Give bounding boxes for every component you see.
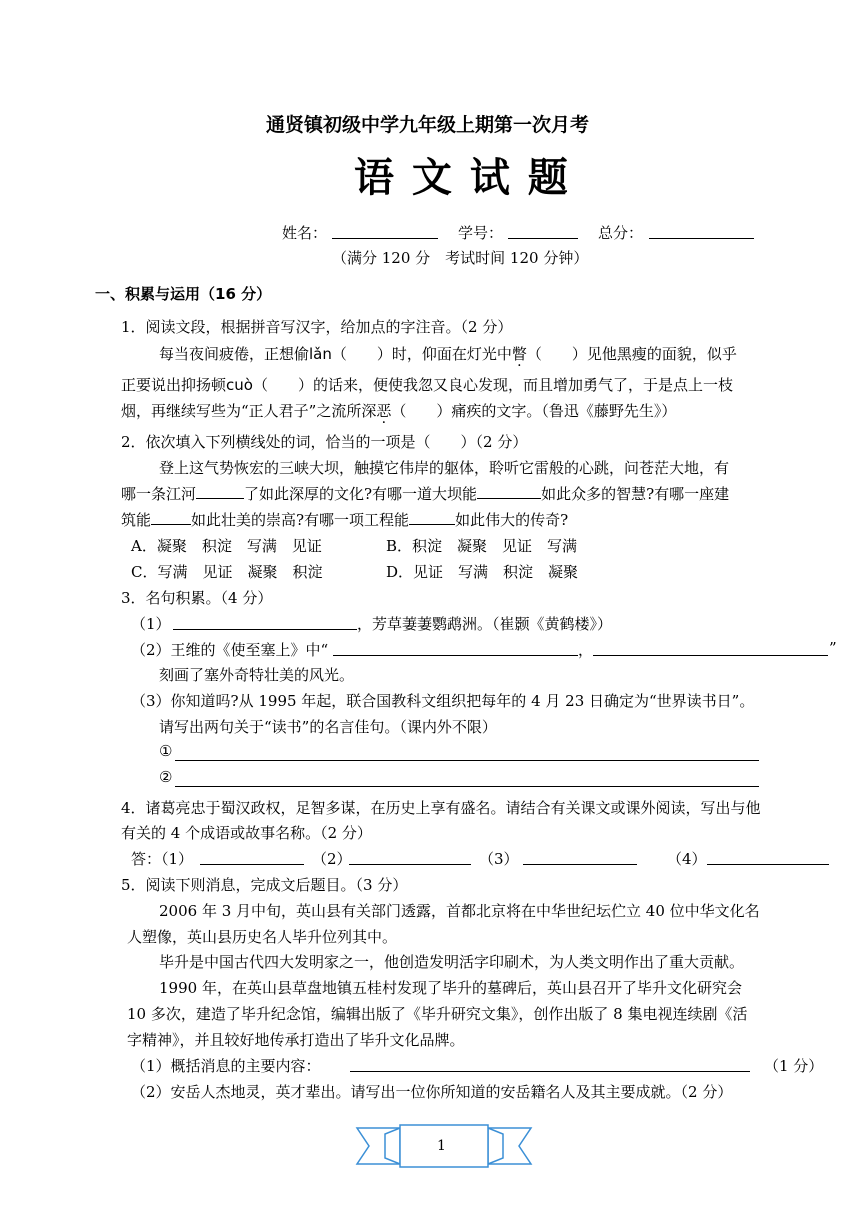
q3-answer-line-2a[interactable]: [333, 655, 578, 656]
blank[interactable]: [151, 510, 191, 525]
q2-line-1: 登上这气势恢宏的三峡大坝，触摸它伟岸的躯体，聆听它雷般的心跳，问苍茫大地，有: [159, 459, 730, 477]
q3-part1-label: （1）: [131, 615, 171, 633]
dotted-char-wu: 恶: [376, 402, 392, 420]
q4-answer-3[interactable]: [523, 864, 637, 865]
q3-circle-2: ②: [159, 768, 173, 786]
q3-part2-label: （2）王维的《使至塞上》中“: [131, 641, 329, 659]
q3-part3-text: （3）你知道吗?从 1995 年起，联合国教科文组织把每年的 4 月 23 日确定为“世界读书日”。: [131, 692, 755, 710]
q2-line-2: [121, 483, 729, 504]
name-field[interactable]: [332, 238, 438, 239]
q3-answer-line-2b[interactable]: [593, 655, 828, 656]
q4-answer-1[interactable]: [200, 864, 304, 865]
q1-line-3: [121, 400, 676, 421]
q2-text: 如此众多的智慧?有哪一座建: [541, 485, 730, 503]
page-number-ribbon: [355, 1124, 533, 1168]
q1-stem: 1．阅读文段，根据拼音写汉字，给加点的字注音。（2 分）: [121, 318, 513, 336]
q5-para-3a: 1990 年，在英山县草盘地镇五桂村发现了毕升的墓碑后，英山县召开了毕升文化研究会: [159, 979, 742, 997]
q5-answer-line[interactable]: [350, 1071, 750, 1072]
q1-text: （ ）见他黑瘦的面貌，似乎: [526, 345, 737, 363]
pinyin-cuo: cuò: [226, 376, 253, 394]
q3-circle-1: ①: [159, 742, 173, 760]
q2-text: 哪一条江河: [121, 485, 197, 503]
q3-part3-prompt: 请写出两句关于“读书”的名言佳句。（课内外不限）: [159, 718, 497, 736]
q4-line-2: 有关的 4 个成语或故事名称。（2 分）: [121, 824, 372, 842]
q4-label-3: （3）: [479, 850, 519, 868]
q4-label-2: （2）: [312, 850, 352, 868]
q4-line-1: 4．诸葛亮忠于蜀汉政权，足智多谋，在历史上享有盛名。请结合有关课文或课外阅读，写出与他: [121, 799, 761, 817]
q1-text: 烟，再继续写些为“正人君子”之流所深: [121, 402, 377, 420]
q2-stem: 2．依次填入下列横线处的词，恰当的一项是（ ）（2 分）: [121, 433, 528, 451]
q3-part2-text: 刻画了塞外奇特壮美的风光。: [159, 666, 355, 684]
q5-para-1b: 人塑像，英山县历史名人毕升位列其中。: [127, 928, 398, 946]
q1-text: 每当夜间疲倦，正想偷: [159, 345, 310, 363]
q2-text: 了如此深厚的文化?有哪一道大坝能: [244, 485, 478, 503]
q2-text: 筑能: [121, 511, 152, 529]
blank[interactable]: [477, 484, 541, 499]
q2-option-b[interactable]: B．积淀 凝聚 见证 写满: [386, 537, 578, 555]
pinyin-lan: lǎn: [309, 345, 332, 363]
q4-label-4: （4）: [667, 850, 707, 868]
q3-answer-line-1[interactable]: [173, 629, 357, 630]
section-heading: 一、积累与运用（16 分）: [95, 285, 272, 303]
q1-text: （ ）痛疾的文字。（鲁迅《藤野先生》）: [391, 402, 677, 420]
subject-title: 语 文 试 题: [354, 155, 570, 201]
id-label: 学号：: [458, 224, 504, 242]
q5-stem: 5．阅读下则消息，完成文后题目。（3 分）: [121, 876, 408, 894]
q2-text: 如此壮美的崇高?有哪一项工程能: [191, 511, 410, 529]
q3-stem: 3．名句积累。（4 分）: [121, 589, 273, 607]
q1-text: （ ）时，仰面在灯光中: [331, 345, 512, 363]
blank[interactable]: [409, 510, 455, 525]
score-label: 总分：: [598, 224, 644, 242]
id-field[interactable]: [508, 238, 578, 239]
score-field[interactable]: [649, 238, 754, 239]
q2-option-d[interactable]: D．见证 写满 积淀 凝聚: [386, 563, 579, 581]
q1-text: （ ）的话来，便使我忽又良心发现，而且增加勇气了，于是点上一枝: [252, 376, 733, 394]
q5-sub-1: （1）概括消息的主要内容：: [131, 1057, 321, 1075]
q4-answer-4[interactable]: [707, 864, 829, 865]
q2-option-a[interactable]: A．凝聚 积淀 写满 见证: [131, 537, 322, 555]
q5-para-2: 毕升是中国古代四大发明家之一，他创造发明活字印刷术，为人类文明作出了重大贡献。: [159, 953, 745, 971]
q2-option-c[interactable]: C．写满 见证 凝聚 积淀: [131, 563, 323, 581]
q3-comma: ，: [578, 641, 594, 659]
exam-info: （满分 120 分 考试时间 120 分钟）: [332, 249, 589, 267]
q3-answer-line-3[interactable]: [175, 760, 759, 761]
school-title: 通贤镇初级中学九年级上期第一次月考: [266, 114, 590, 136]
q5-para-1a: 2006 年 3 月中旬，英山县有关部门透露，首都北京将在中华世纪坛伫立 40 位中华文化名: [159, 902, 760, 920]
q1-text: 正要说出抑扬顿: [121, 376, 227, 394]
q4-answer-2[interactable]: [349, 864, 471, 865]
dotted-char-pie: 瞥: [511, 345, 527, 363]
name-label: 姓名：: [282, 224, 328, 242]
q5-sub-2: （2）安岳人杰地灵，英才辈出。请写出一位你所知道的安岳籍名人及其主要成就。（2 分）: [131, 1083, 733, 1101]
q3-answer-line-4[interactable]: [175, 786, 759, 787]
q5-sub-1-score: （1 分）: [764, 1057, 824, 1075]
q1-line-1: [159, 343, 737, 364]
q4-answer-label: 答：（1）: [131, 850, 194, 868]
q3-part1-text: ，芳草萋萋鹦鹉洲。（崔颢《黄鹤楼》）: [357, 615, 613, 633]
q5-para-3c: 字精神》，并且较好地传承打造出了毕升文化品牌。: [127, 1031, 465, 1049]
q2-text: 如此伟大的传奇?: [455, 511, 569, 529]
q5-para-3b: 10 多次，建造了毕升纪念馆，编辑出版了《毕升研究文集》，创作出版了 8 集电视连续剧《活: [127, 1005, 748, 1023]
q1-line-2: [121, 374, 733, 395]
q3-close-quote: ”: [829, 639, 837, 657]
q2-line-3: [121, 509, 568, 530]
page-number: 1: [437, 1138, 446, 1154]
blank[interactable]: [196, 484, 244, 499]
